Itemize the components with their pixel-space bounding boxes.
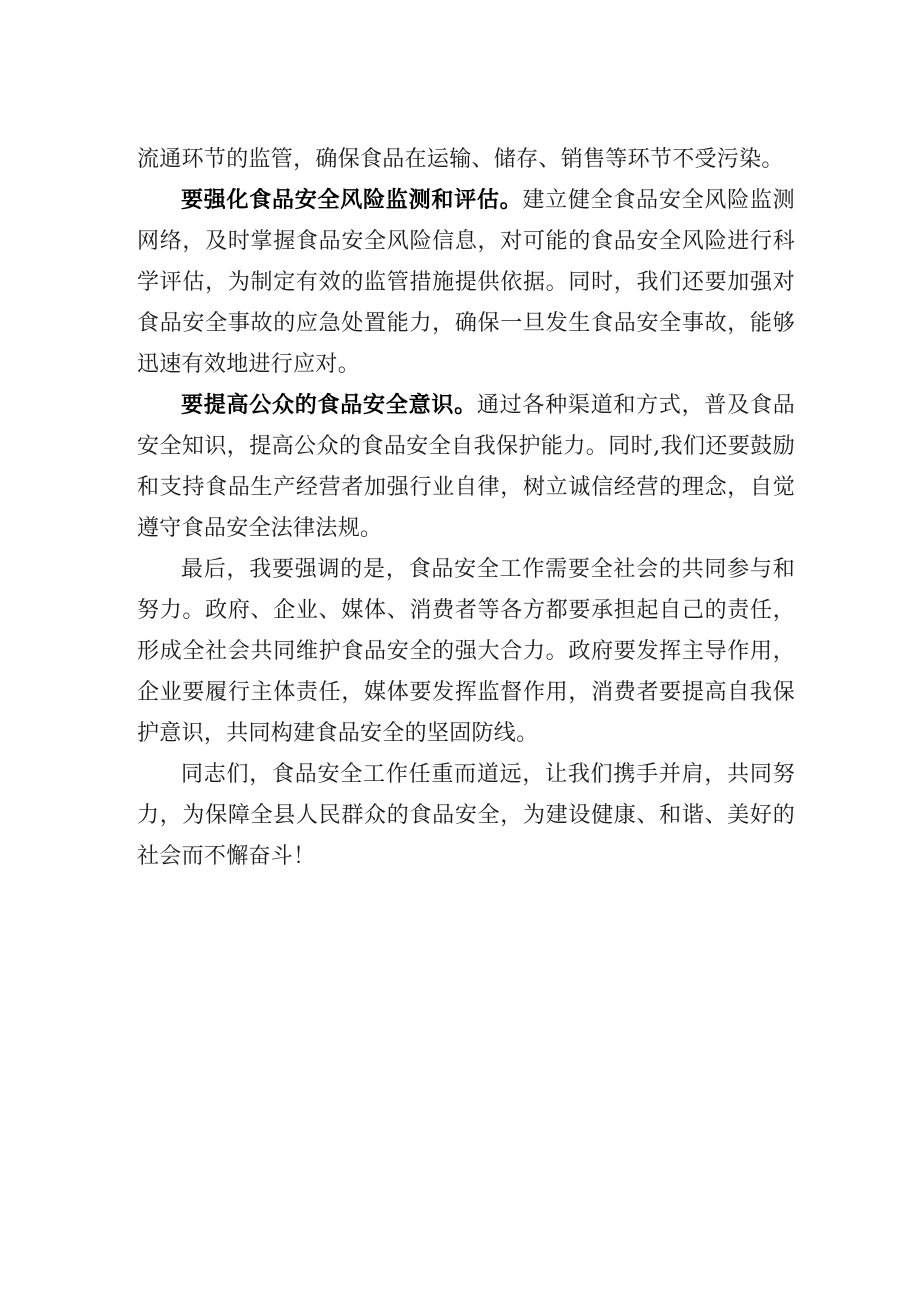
paragraph-closing [137,754,795,877]
paragraph-risk-monitoring [137,180,795,385]
paragraph-text: 同志们，食品安全工作任重而道远，让我们携手并肩，共同努力，为保障全县人民群众的食品安全，为建设健康、和谐、美好的社会而不懈奋斗！ [137,762,795,869]
paragraph-text: 流通环节的监管，确保食品在运输、储存、销售等环节不受污染。 [137,147,784,172]
paragraph-lead-heading: 要提高公众的食品安全意识。 [181,393,477,418]
document-body [137,139,795,877]
paragraph-text: 最后，我要强调的是，食品安全工作需要全社会的共同参与和努力。政府、企业、媒体、消费者等各方都要承担起自己的责任，形成全社会共同维护食品安全的强大合力。政府要发挥主导作用，企业要履行主体责任，媒体要发挥监督作用，消费者要提高自我保护意识，共同构建食品安全的坚固防线。 [137,557,795,746]
paragraph-emphasis [137,549,795,754]
paragraph-public-awareness [137,385,795,549]
paragraph-text: 建立健全食品安全风险监测网络，及时掌握食品安全风险信息，对可能的食品安全风险进行科学评估，为制定有效的监管措施提供依据。同时，我们还要加强对食品安全事故的应急处置能力，确保一旦发生食品安全事故，能够迅速有效地进行应对。 [137,188,795,377]
paragraph-continuation [137,139,795,180]
paragraph-text: 通过各种渠道和方式，普及食品安全知识，提高公众的食品安全自我保护能力。同时,我们还要鼓励和支持食品生产经营者加强行业自律，树立诚信经营的理念，自觉遵守食品安全法律法规。 [137,393,796,541]
paragraph-lead-heading: 要强化食品安全风险监测和评估。 [181,188,523,213]
